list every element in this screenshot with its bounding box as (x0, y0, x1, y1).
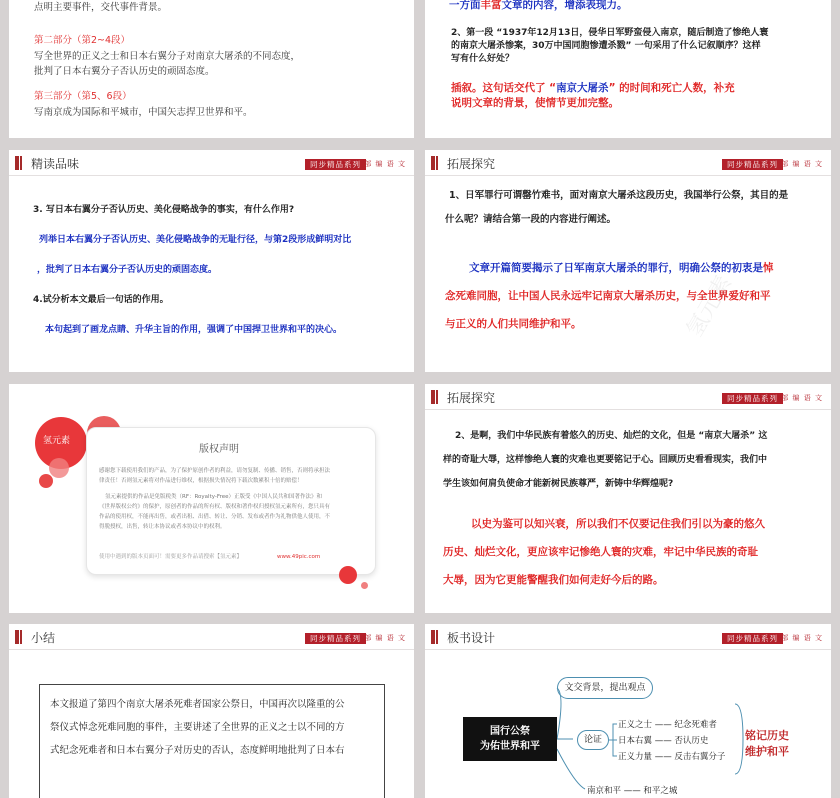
answer-line1: 以史为鉴可以知兴衰，所以我们不仅要记住我们引以为豪的悠久 (471, 518, 765, 530)
part3-title: 第三部分（第5、6段） (34, 91, 132, 102)
conclusion-node (745, 728, 789, 760)
part2-text-line2: 批判了日本右翼分子否认历史的顽固态度。 (34, 66, 215, 77)
answer-line2: 历史、灿烂文化，更应该牢记惨绝人寰的灾难，牢记中华民族的奇耻 (443, 546, 758, 558)
series-badge: 同步精品系列 (722, 633, 783, 644)
slide-title: 精读品味 (31, 157, 80, 171)
branch-peace-city: 南京和平 —— 和平之城 (587, 786, 678, 796)
question-4: 4.试分析本文最后一句话的作用。 (33, 295, 169, 305)
series-badge-sub: 部 编 语 文 (781, 394, 823, 402)
copyright-p2-line2: 《世界版权公约》的保护，原创者的作品的所有权、版权和著作权归授权氢元素所有，您只具有 (99, 504, 331, 510)
answer-3-line1: 列举日本右翼分子否认历史、美化侵略战争的无耻行径，与第2段形成鲜明对比 (39, 235, 352, 245)
header-accent (431, 390, 435, 404)
series-badge-sub: 部 编 语 文 (781, 634, 823, 642)
slide-title: 拓展探究 (447, 391, 496, 405)
central-topic-line2: 为佑世界和平 (480, 741, 540, 752)
slide-header (425, 150, 831, 176)
answer-line2: 念死难同胞，让中国人民永远牢记南京大屠杀历史，与全世界爱好和平 (445, 290, 771, 302)
mindmap-connectors (425, 624, 831, 798)
copyright-p2-line1: 氢元素提供的作品是免版税类（RF：Royalty-Free）正版受《中国人民共和国著作法》和 (105, 494, 323, 500)
slide-summary (9, 624, 414, 798)
slide-question-2 (425, 0, 831, 138)
brand-logo: 氢元素 (43, 436, 71, 446)
slide-structure (9, 0, 414, 138)
slide-extension-2 (425, 384, 831, 613)
question-2-line1: 2、第一段 “1937年12月13日，侵华日军野蛮侵入南京，随后制造了惨绝人寰 (451, 28, 769, 38)
answer-line1: 文章开篇简要揭示了日军南京大屠杀的罪行，明确公祭的初衷是悼 (469, 262, 774, 274)
argument-node: 论证 (577, 730, 609, 750)
header-accent (15, 156, 19, 170)
question-line1: 1、日军罪行可谓罄竹难书，面对南京大屠杀这段历史，我国举行公祭，其目的是 (449, 190, 789, 201)
answer-3-line2: ，批判了日本右翼分子否认历史的顽固态度。 (37, 265, 218, 275)
copyright-title: 版权声明 (199, 444, 239, 455)
series-badge-sub: 部 编 语 文 (781, 160, 823, 168)
branch-justice: 正义之士 —— 纪念死难者 (618, 720, 717, 730)
answer-continuation: 一方面丰富文章的内容，增添表现力。 (449, 0, 628, 11)
series-badge-sub: 部 编 语 文 (364, 634, 406, 642)
header-accent (431, 156, 435, 170)
copyright-footer: 使用中遇到的版本页面可！需要更多作品请搜索【氢元素】 (99, 554, 243, 560)
copyright-card (86, 427, 376, 575)
copyright-p1-line1: 感谢您下载使用我们的产品，为了保护原创作者的利益，请勿复制、传播、销售，否则将承担法 (99, 468, 331, 474)
question-line2: 什么呢？请结合第一段的内容进行阐述。 (445, 214, 617, 225)
site-link[interactable]: www.49pic.com (277, 554, 321, 560)
central-topic-line1: 国行公祭 (490, 726, 530, 737)
branch-right-wing: 日本右翼 —— 否认历史 (618, 736, 709, 746)
answer-line3: 大辱，因为它更能警醒我们如何走好今后的路。 (443, 574, 664, 586)
summary-line2: 祭仪式悼念死难同胞的事件，主要讲述了全世界的正义之士以不同的方 (50, 722, 345, 733)
summary-line1: 本文报道了第四个南京大屠杀死难者国家公祭日，中国再次以隆重的公 (50, 699, 345, 710)
header-accent-thin (20, 630, 22, 644)
branch-justice-force: 正义力量 —— 反击右翼分子 (618, 752, 726, 762)
decor-circle (361, 582, 368, 589)
summary-box (39, 684, 385, 798)
decor-circle (39, 474, 53, 488)
header-accent (15, 630, 19, 644)
copyright-p2-line4: 得脱授权，出售，转让本协议或者本协议中的权利。 (99, 524, 226, 530)
answer-4: 本句起到了画龙点睛、升华主旨的作用，强调了中国捍卫世界和平的决心。 (45, 325, 343, 335)
answer-2-line1: 插叙。这句话交代了 “南京大屠杀” 的时间和死亡人数，补充 (451, 82, 735, 94)
series-badge: 同步精品系列 (722, 393, 783, 404)
part2-text-line1: 写全世界的正义之士和日本右翼分子对南京大屠杀的不同态度， (34, 51, 301, 62)
structure-line: 点明主要事件，交代事件背景。 (34, 2, 168, 13)
header-accent-thin (436, 390, 438, 404)
question-line3: 学生该如何肩负使命才能新树民族尊严，新铸中华辉煌呢? (443, 479, 674, 489)
copyright-p2-line3: 作品的使用权，不能再出售，或者出租、出借、转让、分销、发布或者作为礼物供他人使用，不 (99, 514, 331, 520)
question-2-line3: 写有什么好处？ (451, 54, 515, 64)
slide-close-reading (9, 150, 414, 372)
central-topic (463, 717, 557, 761)
series-badge-sub: 部 编 语 文 (364, 160, 406, 168)
background-node: 文交背景，提出观点 (557, 677, 653, 699)
watermark: 氢元素 (682, 271, 738, 342)
slide-board-design (425, 624, 831, 798)
decor-circle (339, 566, 357, 584)
decor-circle (49, 458, 69, 478)
slide-title: 小结 (31, 631, 56, 645)
slide-extension-1 (425, 150, 831, 372)
slide-header (9, 624, 414, 650)
part3-text: 写南京成为国际和平城市，中国矢志捍卫世界和平。 (34, 107, 253, 118)
question-line2: 样的奇耻大辱，这样惨绝人寰的灾难也更要铭记于心。回顾历史看看现实，我们中 (443, 455, 768, 465)
conclusion-line2: 维护和平 (745, 745, 789, 758)
series-badge: 同步精品系列 (305, 633, 366, 644)
slide-copyright (9, 384, 414, 613)
part2-title: 第二部分（第2~4段） (34, 35, 131, 46)
question-line1: 2、是啊，我们中华民族有着悠久的历史、灿烂的文化，但是 “南京大屠杀” 这 (455, 431, 768, 441)
slide-title: 板书设计 (447, 631, 496, 645)
slide-title: 拓展探究 (447, 157, 496, 171)
summary-line3: 式纪念死难者和日本右翼分子对历史的否认，态度鲜明地批判了日本右 (50, 745, 345, 756)
header-accent-thin (436, 156, 438, 170)
slide-header (425, 384, 831, 410)
series-badge: 同步精品系列 (305, 159, 366, 170)
answer-2-line2: 说明文章的背景，使情节更加完整。 (451, 97, 619, 109)
answer-line3: 与正义的人们共同维护和平。 (445, 318, 582, 330)
question-2-line2: 的南京大屠杀惨案，30万中国同胞惨遭杀戮” 一句采用了什么记叙顺序？这样 (451, 41, 761, 51)
header-accent-thin (20, 156, 22, 170)
slide-header (9, 150, 414, 176)
series-badge: 同步精品系列 (722, 159, 783, 170)
copyright-p1-line2: 律责任！否则氢元素将对作品进行维权，根据损失情况将下载次数累积十倍的赔偿！ (99, 478, 303, 484)
conclusion-line1: 铭记历史 (745, 729, 789, 742)
question-3: 3. 写日本右翼分子否认历史、美化侵略战争的事实，有什么作用? (33, 205, 295, 215)
